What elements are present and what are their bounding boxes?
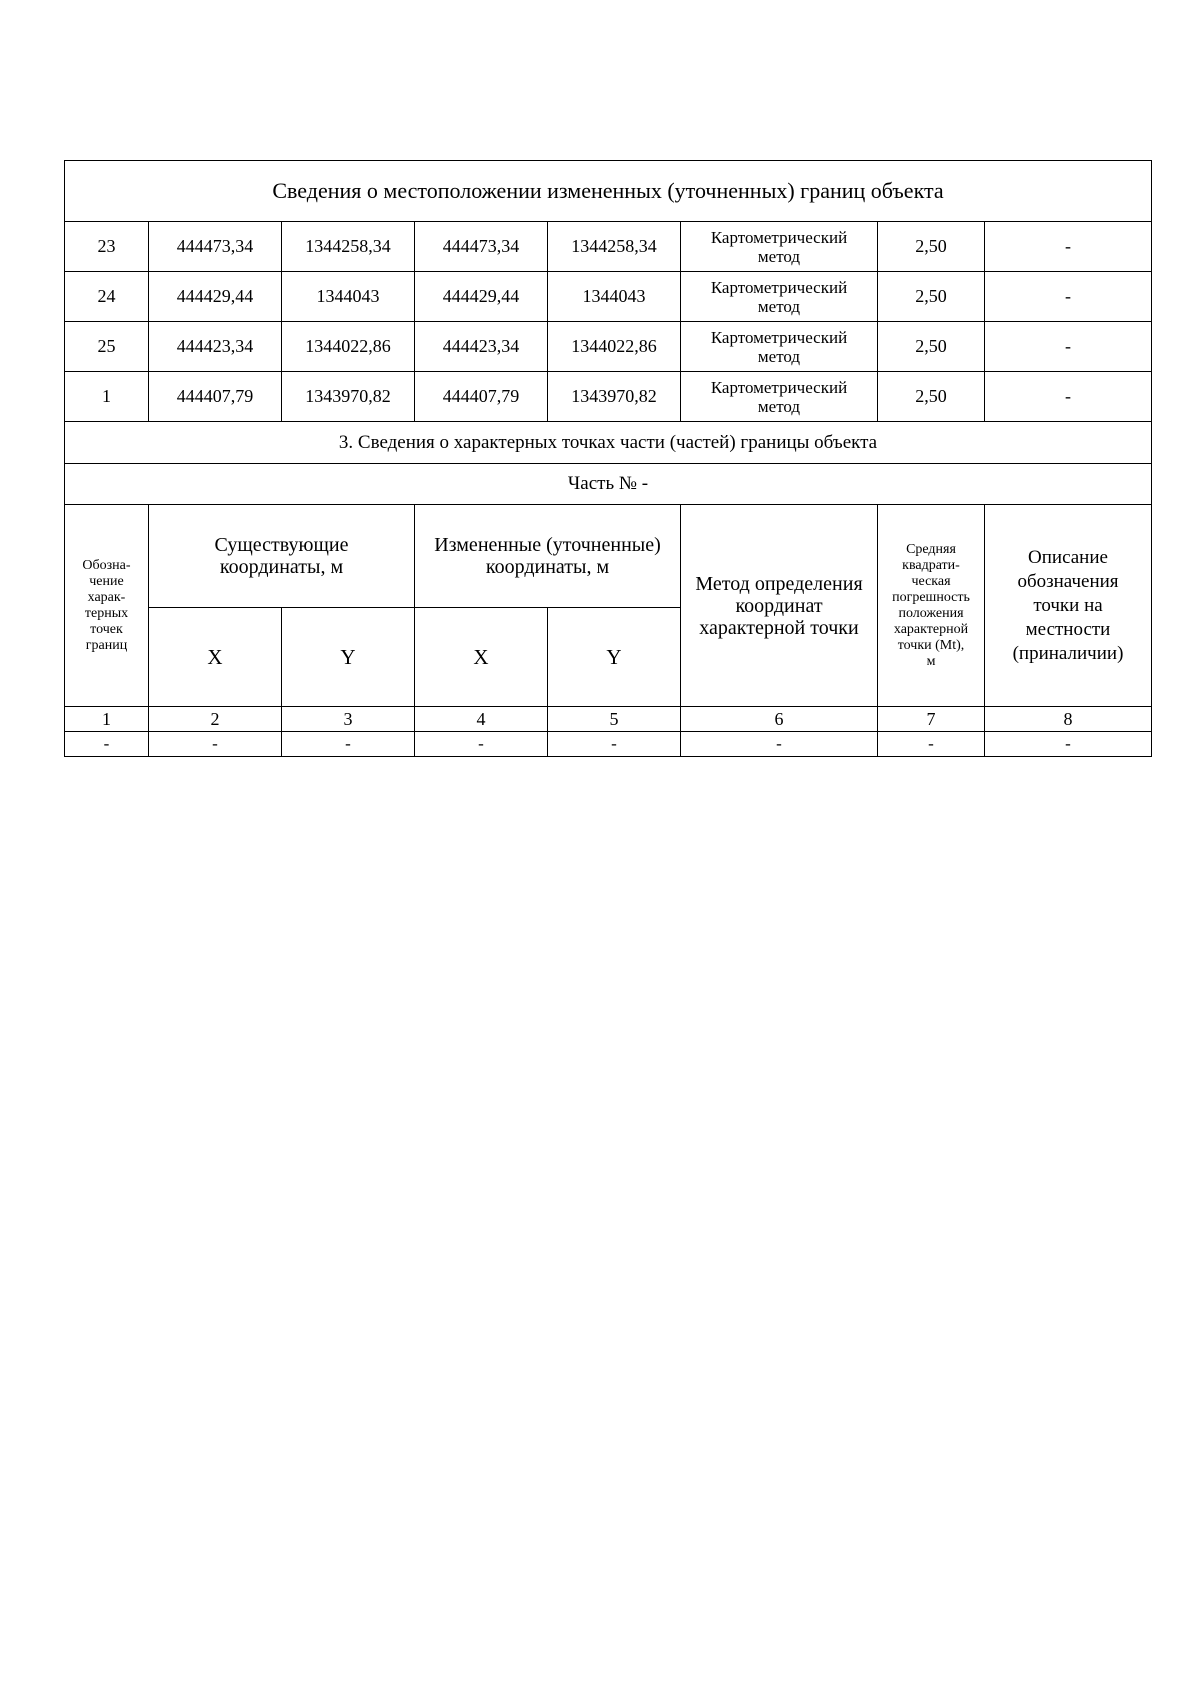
mt-cell: 2,50 xyxy=(878,272,985,322)
existing-y: 1344022,86 xyxy=(282,322,415,372)
section-3-heading: 3. Сведения о характерных точках части (частей) границы объекта xyxy=(65,422,1152,464)
table-row xyxy=(65,372,1152,422)
header-description: Описание обозначения точки на местности (приналичии) xyxy=(985,505,1152,707)
header-mean-square-error: Средняя квадрати- ческая погрешность положения характерной точки (Mt), м xyxy=(878,505,985,707)
table-title-row xyxy=(65,161,1152,222)
changed-y: 1344022,86 xyxy=(548,322,681,372)
boundary-table xyxy=(64,160,1152,757)
existing-x: 444407,79 xyxy=(149,372,282,422)
empty-cell: - xyxy=(149,732,282,757)
column-number: 8 xyxy=(985,707,1152,732)
changed-y: 1344258,34 xyxy=(548,222,681,272)
changed-y: 1343970,82 xyxy=(548,372,681,422)
existing-x: 444473,34 xyxy=(149,222,282,272)
section-3-row xyxy=(65,422,1152,464)
changed-x: 444407,79 xyxy=(415,372,548,422)
part-number-label: Часть № - xyxy=(65,464,1152,505)
existing-y: 1343970,82 xyxy=(282,372,415,422)
empty-cell: - xyxy=(282,732,415,757)
method-cell: Картометрический метод xyxy=(681,222,878,272)
header-method: Метод определения координат характерной точки xyxy=(681,505,878,707)
empty-cell: - xyxy=(548,732,681,757)
header-changed-y: Y xyxy=(548,608,681,707)
table-title: Сведения о местоположении измененных (уточненных) границ объекта xyxy=(65,161,1152,222)
table-row xyxy=(65,272,1152,322)
column-number: 3 xyxy=(282,707,415,732)
description-cell: - xyxy=(985,222,1152,272)
column-number: 5 xyxy=(548,707,681,732)
column-number: 1 xyxy=(65,707,149,732)
mt-cell: 2,50 xyxy=(878,322,985,372)
table-row xyxy=(65,322,1152,372)
empty-cell: - xyxy=(65,732,149,757)
mt-cell: 2,50 xyxy=(878,372,985,422)
header-existing-x: X xyxy=(149,608,282,707)
column-number: 2 xyxy=(149,707,282,732)
column-number-row xyxy=(65,707,1152,732)
point-number: 25 xyxy=(65,322,149,372)
changed-x: 444429,44 xyxy=(415,272,548,322)
mt-cell: 2,50 xyxy=(878,222,985,272)
point-number: 24 xyxy=(65,272,149,322)
existing-y: 1344258,34 xyxy=(282,222,415,272)
changed-x: 444423,34 xyxy=(415,322,548,372)
description-cell: - xyxy=(985,322,1152,372)
existing-y: 1344043 xyxy=(282,272,415,322)
empty-data-row xyxy=(65,732,1152,757)
column-number: 6 xyxy=(681,707,878,732)
header-changed-x: X xyxy=(415,608,548,707)
existing-x: 444423,34 xyxy=(149,322,282,372)
boundary-table-page xyxy=(64,160,1151,757)
column-number: 7 xyxy=(878,707,985,732)
empty-cell: - xyxy=(878,732,985,757)
header-existing-y: Y xyxy=(282,608,415,707)
existing-x: 444429,44 xyxy=(149,272,282,322)
point-number: 1 xyxy=(65,372,149,422)
empty-cell: - xyxy=(415,732,548,757)
column-header-row xyxy=(65,505,1152,608)
method-cell: Картометрический метод xyxy=(681,272,878,322)
point-number: 23 xyxy=(65,222,149,272)
table-row xyxy=(65,222,1152,272)
method-cell: Картометрический метод xyxy=(681,372,878,422)
description-cell: - xyxy=(985,272,1152,322)
description-cell: - xyxy=(985,372,1152,422)
changed-y: 1344043 xyxy=(548,272,681,322)
header-designation: Обозна- чение харак- терных точек границ xyxy=(65,505,149,707)
empty-cell: - xyxy=(985,732,1152,757)
header-existing-coordinates: Существующие координаты, м xyxy=(149,505,415,608)
method-cell: Картометрический метод xyxy=(681,322,878,372)
column-number: 4 xyxy=(415,707,548,732)
changed-x: 444473,34 xyxy=(415,222,548,272)
header-changed-coordinates: Измененные (уточненные) координаты, м xyxy=(415,505,681,608)
empty-cell: - xyxy=(681,732,878,757)
part-number-row xyxy=(65,464,1152,505)
